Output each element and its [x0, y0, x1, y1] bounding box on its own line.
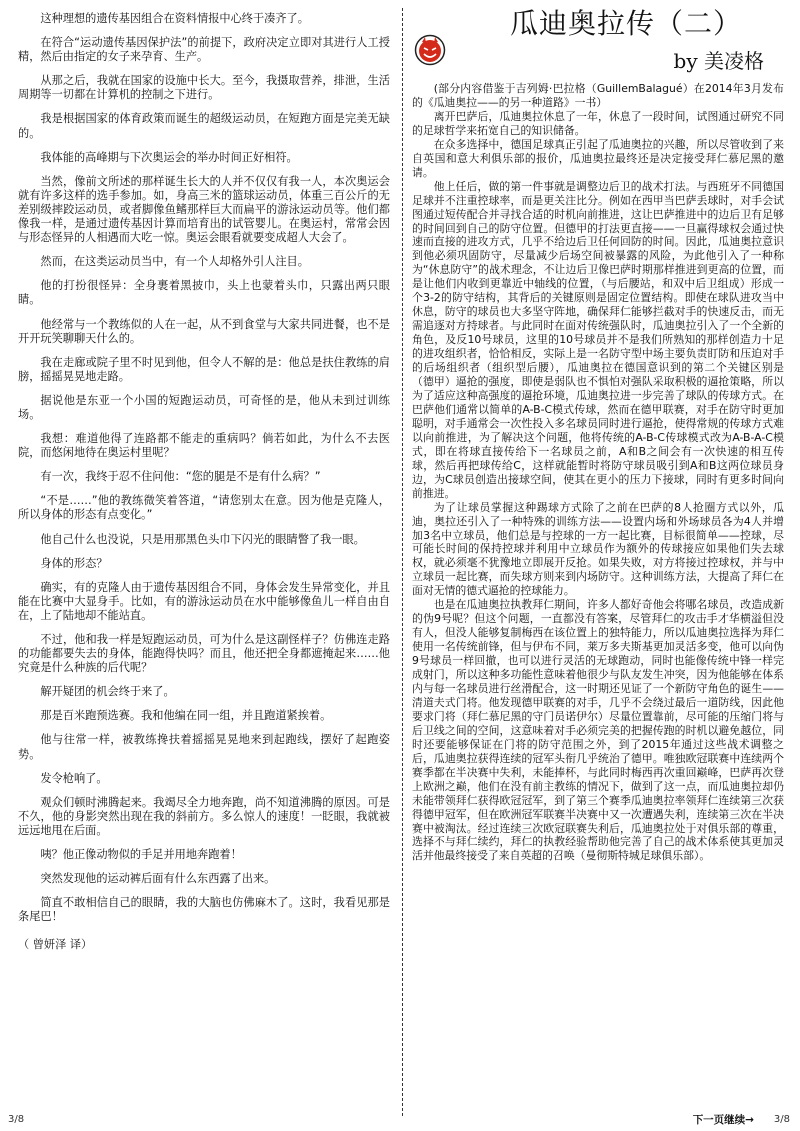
- article-byline: by 美凌格: [673, 49, 764, 73]
- left-paragraph: 不过，他和我一样是短跑运动员，可为什么是这副怪样子？仿佛连走路的功能都要失去的身体，能跑得快吗？而且，他还把全身都遮掩起来……他究竟是什么种族的后代呢？: [18, 633, 390, 675]
- right-column: [412, 6, 784, 863]
- left-paragraph: 发令枪响了。: [40, 771, 108, 785]
- left-paragraph: 他的打扮很怪异：全身裹着黑披巾，头上也蒙着头巾，只露出两只眼睛。: [18, 279, 390, 307]
- left-paragraph: 我体能的高峰期与下次奥运会的举办时间正好相符。: [40, 150, 298, 164]
- right-paragraph: 在众多选择中，德国足球真正引起了瓜迪奥拉的兴趣，所以尽管收到了来自英国和意大利俱乐部的报价，瓜迪奥拉最终还是决定接受拜仁慕尼黑的邀请。: [412, 137, 784, 179]
- left-paragraph: “不是……”他的教练微笑着答道，“请您别太在意。因为他是克隆人，所以身体的形态有点变化。”: [18, 494, 390, 522]
- left-paragraph: 我想：难道他得了连路都不能走的重病吗？倘若如此，为什么不去医院，而悠闲地待在奥运村里呢？: [18, 432, 390, 460]
- right-paragraph: (部分内容借鉴于吉列姆·巴拉格（GuillemBalagué）在2014年3月发布的《瓜迪奥拉——的另一种道路》一书）: [412, 82, 784, 109]
- left-paragraph: 简直不敢相信自己的眼睛，我的大脑也仿佛麻木了。这时，我看见那是条尾巴！: [18, 896, 390, 924]
- article-title: 瓜迪奥拉传（二）: [509, 7, 742, 40]
- devil-face-icon: [414, 34, 446, 66]
- left-paragraph: 然而，在这类运动员当中，有一个人却格外引人注目。: [40, 255, 309, 269]
- page-number-right: 3/8: [773, 1114, 790, 1125]
- left-paragraph: 确实，有的克隆人由于遗传基因组合不同，身体会发生异常变化，并且能在比赛中大显身手。比如，有的游泳运动员在水中能够像鱼儿一样自由自在，上了陆地却不能站直。: [18, 580, 390, 622]
- left-paragraph: 有一次，我终于忍不住问他：“您的腿是不是有什么病？”: [40, 470, 321, 484]
- left-paragraph: 观众们顿时沸腾起来。我竭尽全力地奔跑，尚不知道沸腾的原因。可是不久，他的身影突然出现在我的斜前方。多么惊人的速度！一眨眼，我就被远远地甩在后面。: [18, 795, 390, 837]
- left-paragraph: 他自己什么也没说，只是用那黑色头巾下闪光的眼睛瞥了我一眼。: [40, 532, 365, 546]
- right-paragraph: 离开巴萨后，瓜迪奥拉休息了一年，休息了一段时间，试图通过研究不同的足球哲学来拓宽自己的知识储备。: [412, 109, 784, 137]
- left-paragraph: 当然，像前文所述的那样诞生长大的人并不仅仅有我一人，本次奥运会就有许多这样的选手参加。如，身高三米的篮球运动员，体重三百公斤的无差别级摔跤运动员，或者脚像鱼鳍那样巨大而扁平的游泳运动员等。他们都像我一样，是通过遗传基因计算而培育出的试管婴儿。在奥运村，常常会因与形态怪异的人相遇而大吃一惊。奥运会眼看就要变成超人大会了。: [18, 174, 390, 245]
- left-paragraph: 据说他是东亚一个小国的短跑运动员，可奇怪的是，他从未到过训练场。: [18, 393, 390, 421]
- right-paragraph: 为了让球员掌握这种踢球方式除了之前在巴萨的8人抢圈方式以外，瓜迪，奥拉还引入了一种特殊的训练方法——设置内场和外场球员各为4人并增加3名中立球员，他们总是与控球的一方一起比赛，目标很简单——控球，尽可能长时间的保持控球并利用中立球员作为额外的传球接应如果他们失去球权，就必须毫不犹豫地立即展开反抢。如果失败，对方将接过控球权，并与中立球员一起比赛，而失球方则来到内场防守。这种训练方法，大提高了拜仁在面对无情的德式逼抢的控球能力。: [412, 500, 784, 598]
- column-divider: [402, 8, 403, 1116]
- article-header: [412, 6, 784, 82]
- left-paragraph: 他与往常一样，被教练搀扶着摇摇晃晃地来到起跑线，摆好了起跑姿势。: [18, 733, 390, 761]
- left-paragraph: 咦？他正像动物似的手足并用地奔跑着！: [40, 848, 242, 862]
- left-paragraph: 这种理想的遗传基因组合在资料情报中心终于凑齐了。: [40, 12, 309, 25]
- left-paragraph: 从那之后，我就在国家的设施中长大。至今，我摄取营养，排泄，生活周期等一切都在计算机的控制之下进行。: [18, 74, 390, 102]
- right-paragraph: 也是在瓜迪奥拉执教拜仁期间，许多人都好奇他会将哪名球员，改造成新的伪9号呢？但这个问题，一直都没有答案，尽管拜仁的攻击手才华横溢但没有人，但没人能够复制梅西在该位置上的独特能力，所以瓜迪奥拉选择为拜仁使用一名传统前锋，但与伊布不同，莱万多夫斯基更加灵活多变，他可以向伪9号球员一样回撤，也可以进行灵活的无球跑动，同时也能像传统中锋一样完成射门，所以这种多功能性意味着他很少与队友发生冲突，因为他能够在体系内与每一名球员进行丝滑配合，这一时期还见证了一个新防守角色的诞生——清道夫式门将。他发现德甲联赛的对手，几乎不会绕过最后一道防线，因此他要求门将（拜仁慕尼黑的守门员诺伊尔）尽量位置靠前，尽可能的压缩门将与后卫线之间的空间，这意味着对手必须完美的把握传跑的时机以避免越位，同时还要能够保证在门将的防守范围之外，到了2015年通过这些战术调整之后，瓜迪奥拉获得连续的冠军头衔几乎统治了德甲。唯独欧冠联赛中连续两个赛季都在半决赛中失利，未能捧杯，与此同时梅西再次重回巅峰，巴萨再次登上欧洲之巅，他们在没有前主教练的情况下，做到了这一点，而瓜迪奥拉却仍未能带领拜仁获得欧冠冠军，到了第三个赛季瓜迪奥拉率领拜仁连续第三次获得德甲冠军，但在欧洲冠军联赛半决赛中又一次遭遇失利，连续第三次在半决赛中被淘汰。经过连续三次欧冠联赛失利后，瓜迪奥拉处于对俱乐部的尊重，选择不与拜仁续约，拜仁的执教经验帮助他完善了自己的战术体系使其更加灵活并他最终接受了来自英超的召唤（曼彻斯特城足球俱乐部）。: [412, 598, 784, 863]
- article-body: [412, 82, 784, 863]
- translator-credit: （ 曾妍泽 译）: [18, 938, 93, 952]
- right-paragraph: 他上任后，做的第一件事就是调整边后卫的战术打法。与西班牙不同德国足球并不注重控球率，而是更关注比分。例如在西甲当巴萨丢球时，对手会试图通过短传配合并寻找合适的时机向前推进，这让巴萨推进中的边后卫有足够的时间回到自己的防守位置。但德甲的打法更直接——一旦赢得球权会通过快速而直接的进攻方式，几乎不给边后卫任何回防的时间。因此，瓜迪奥拉意识到他必须巩固防守，尽量减少后场空间被暴露的风险，为此他引入了一种称为“休息防守”的战术理念，不让边后卫像巴萨时期那样推进到更高的位置，而是让他们内收到更靠近中轴线的位置，（与后腰站，和双中后卫组成）形成一个3-2的防守结构，其背后的关键原则是固定位置结构。即使在球队进攻当中休息，防守的球员也大多坚守阵地，确保拜仁能够拦截对手的快速反击，而无需追逐对方持球者。与此同时在面对传统强队时，瓜迪奥拉引入了一个全新的角色，及反10号球员，这里的10号球员并不是我们所熟知的那样创造力十足的进攻组织者，恰恰相反，实际上是一名防守型中场主要负责盯防和压迫对手的后场组织者（组织型后腰），瓜迪奥拉在德国意识到的第二个关键区别是（德甲）逼抢的强度，即使是弱队也不惧怕对强队采取积极的逼抢策略，所以为了适应这种高强度的逼抢环境，瓜迪奥拉进一步完善了球队的传球方式。在巴萨他们通常以简单的A-B-C模式传球，然而在德甲联赛，对手在防守时更加聪明，对手通常会一次性投入多名球员同时进行逼抢，使得常规的传球方式难以向前推进，为了解决这个问题，他将传统的A-B-C传球模式改为A-B-A-C模式，即在将球直接传给下一名球员之前，A和B之间会有一次快速的相互传球，然后再把球传给C，这样就能暂时将防守球员吸引到A和B这两位球员身边，为C球员创造出接球空间，使其在更小的压力下接球，同时有更多时间向前推进。: [412, 179, 784, 500]
- left-paragraph: 突然发现他的运动裤后面有什么东西露了出来。: [40, 872, 276, 886]
- left-column: [18, 12, 390, 963]
- next-page-link[interactable]: 下一页继续→: [692, 1114, 754, 1126]
- page-number-left: 3/8: [8, 1114, 25, 1125]
- left-paragraph: 他经常与一个教练似的人在一起，从不到食堂与大家共同进餐，也不是开开玩笑聊聊天什么的。: [18, 317, 390, 345]
- left-paragraph: 在符合“运动遗传基因保护法”的前提下，政府决定立即对其进行人工授精，然后由指定的女子来孕育、生产。: [18, 36, 390, 64]
- left-paragraph: 我是根据国家的体育政策而诞生的超级运动员，在短跑方面是完美无缺的。: [18, 112, 390, 140]
- left-paragraph: 身体的形态？: [40, 556, 108, 570]
- left-paragraph: 我在走廊或院子里不时见到他，但令人不解的是：他总是扶住教练的肩膀，摇摇晃晃地走路。: [18, 355, 390, 383]
- left-paragraph: 解开疑团的机会终于来了。: [40, 685, 175, 699]
- left-paragraph: 那是百米跑预选赛。我和他编在同一组，并且跑道紧挨着。: [40, 709, 332, 723]
